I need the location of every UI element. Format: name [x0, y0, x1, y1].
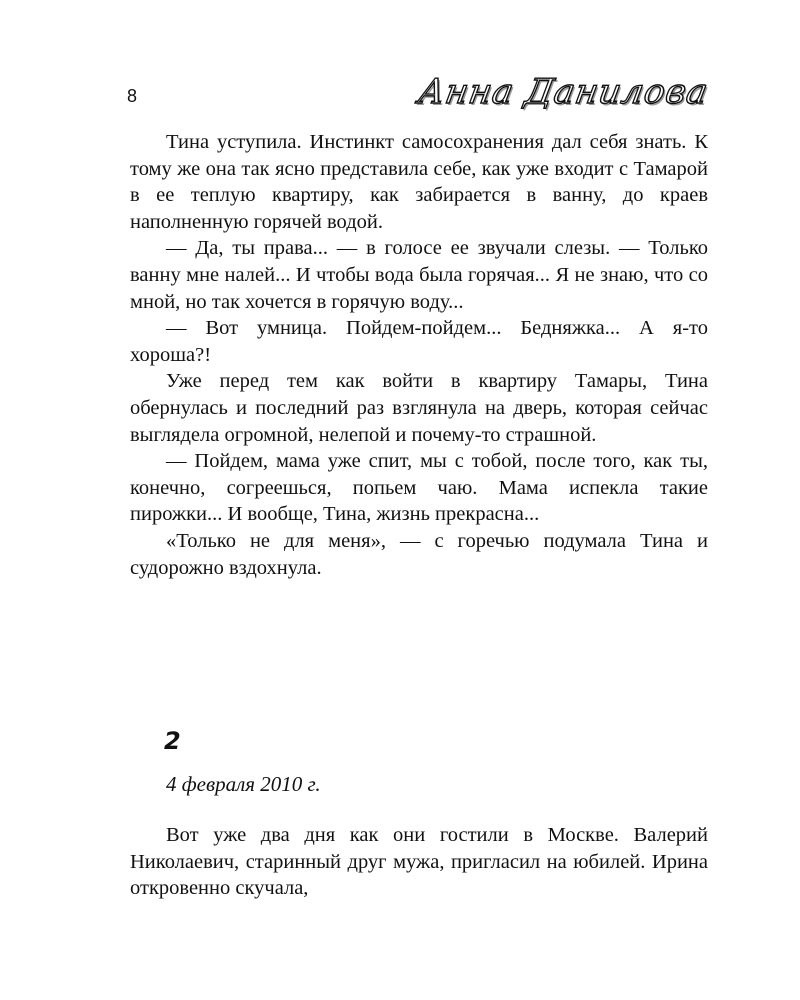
chapter-number: 2: [164, 727, 181, 755]
chapter-date: 4 февраля 2010 г.: [166, 772, 321, 796]
paragraph: «Только не для меня», — с горечью подумала Тина и судорожно вздохнула.: [130, 529, 708, 579]
paragraph: — Пойдем, мама уже спит, мы с тобой, после того, как ты, конечно, согреешься, попьем чаю. Мама испекла такие пирожки... И вообще, Тина, жизнь прекрасна...: [130, 450, 708, 526]
text-section-2: [130, 822, 708, 902]
page-number: 8: [127, 86, 138, 106]
paragraph: Уже перед тем как войти в квартиру Тамары, Тина обернулась и последний раз взглянула на дверь, которая сейчас выглядела огромной, нелепой и почему-то страшной.: [130, 370, 708, 446]
paragraph: — Да, ты права... — в голосе ее звучали слезы. — Только ванну мне налей... И чтобы вода была горячая... Я не знаю, что со мной, но так хочется в горячую воду...: [130, 237, 708, 313]
paragraph: Тина уступила. Инстинкт самосохранения дал себя знать. К тому же она так ясно представила себе, как уже входит с Тамарой в ее теплую квартиру, как забирается в ванну, до краев наполненную горячей водой.: [130, 131, 708, 233]
paragraph: Вот уже два дня как они гостили в Москве. Валерий Николаевич, старинный друг мужа, пригласил на юбилей. Ирина откровенно скучала,: [130, 824, 708, 900]
text-section-1: [130, 129, 708, 581]
running-head-author: Анна Данилова: [415, 72, 712, 112]
paragraph: — Вот умница. Пойдем-пойдем... Бедняжка... А я-то хороша?!: [130, 317, 708, 366]
